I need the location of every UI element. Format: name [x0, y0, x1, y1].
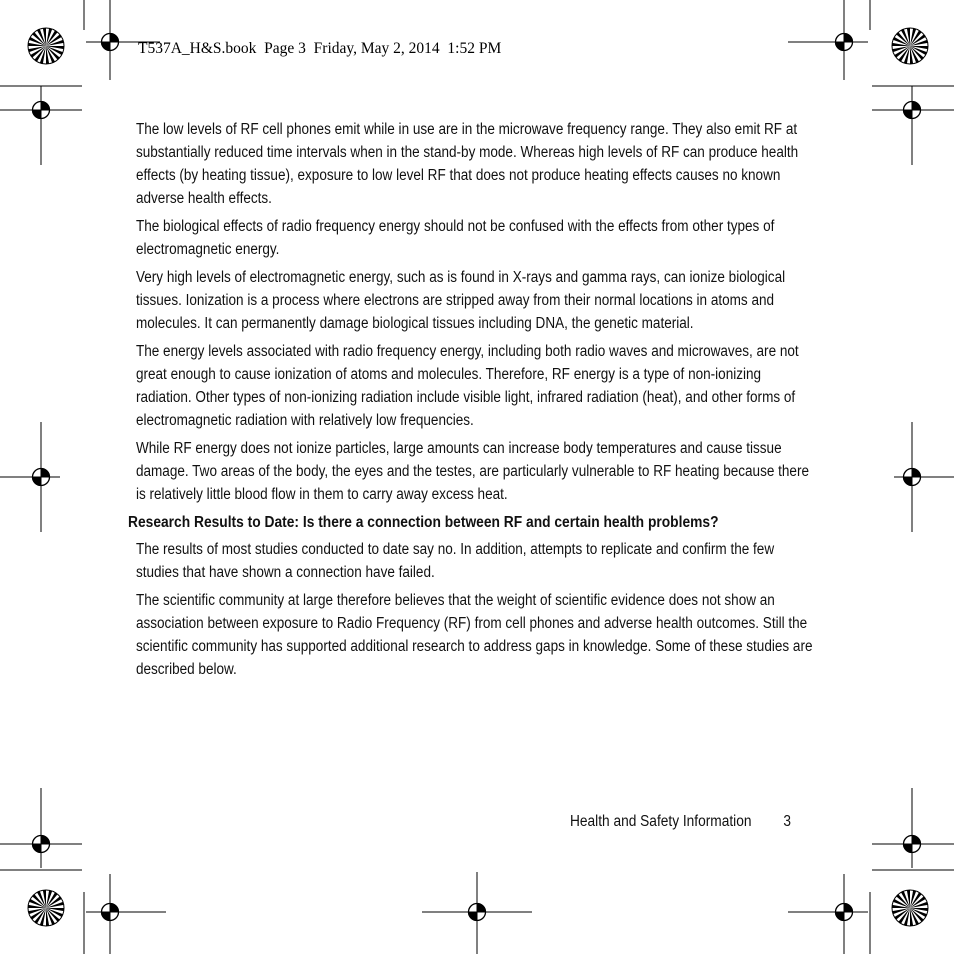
page-number: 3: [783, 813, 791, 830]
body-text: [128, 118, 818, 686]
page-footer: [570, 813, 791, 831]
body-paragraph: The low levels of RF cell phones emit while in use are in the microwave frequency range. They also emit RF at substantially reduced time intervals when in the stand-by mode. Whereas high levels of RF can produce health effects (by heating tissue), exposure to low level RF that does not produce heating effects causes no known adverse health effects.: [135, 121, 799, 207]
registration-mark-right-lower: [872, 788, 954, 870]
body-paragraph: The biological effects of radio frequency energy should not be confused with the effects from other types of electromagnetic energy.: [135, 218, 775, 258]
book-slug-line: T537A_H&S.book Page 3 Friday, May 2, 2014 1:52 PM: [138, 40, 502, 57]
body-paragraph: While RF energy does not ionize particles, large amounts can increase body temperatures and cause tissue damage. Two areas of the body, the eyes and the testes, are particularly vulnerable to RF heating because there is relatively little blood flow in them to carry away excess heat.: [135, 440, 810, 503]
registration-mark-left-middle: [0, 422, 60, 532]
registration-mark-right-middle: [894, 422, 954, 532]
footer-section-title: Health and Safety Information: [570, 813, 752, 830]
star-target-top-right: [892, 28, 928, 64]
body-paragraph: The energy levels associated with radio frequency energy, including both radio waves and microwaves, are not great enough to cause ionization of atoms and molecules. Therefore, RF energy is a type of non-ionizing radiation. Other types of non-ionizing radiation include visible light, infrared radiation (heat), and other forms of electromagnetic radiation with relatively low frequencies.: [135, 343, 799, 429]
star-target-bottom-right: [892, 890, 928, 926]
body-paragraph: The scientific community at large therefore believes that the weight of scientific evidence does not show an association between exposure to Radio Frequency (RF) from cell phones and adverse health outcomes. Still the scientific community has supported additional research to address gaps in knowledge. Some of these studies are described below.: [135, 592, 813, 678]
registration-mark-bottom-left: [84, 874, 166, 954]
registration-mark-bottom-center: [422, 872, 532, 954]
registration-mark-right-upper: [872, 86, 954, 165]
star-target-top-left: [28, 28, 64, 64]
body-paragraph: Very high levels of electromagnetic energy, such as is found in X-rays and gamma rays, can ionize biological tissues. Ionization is a process where electrons are stripped away from their normal locations in atoms and molecules. It can permanently damage biological tissues including DNA, the genetic material.: [135, 269, 786, 332]
star-target-bottom-left: [28, 890, 64, 926]
registration-mark-bottom-right: [788, 874, 870, 954]
registration-mark-left-upper: [0, 86, 82, 165]
registration-mark-left-lower: [0, 788, 82, 870]
registration-mark-top-right: [788, 0, 870, 80]
section-heading: Research Results to Date: Is there a connection between RF and certain health problems?: [128, 514, 719, 531]
body-paragraph: The results of most studies conducted to date say no. In addition, attempts to replicate and confirm the few studies that have shown a connection have failed.: [135, 541, 775, 581]
